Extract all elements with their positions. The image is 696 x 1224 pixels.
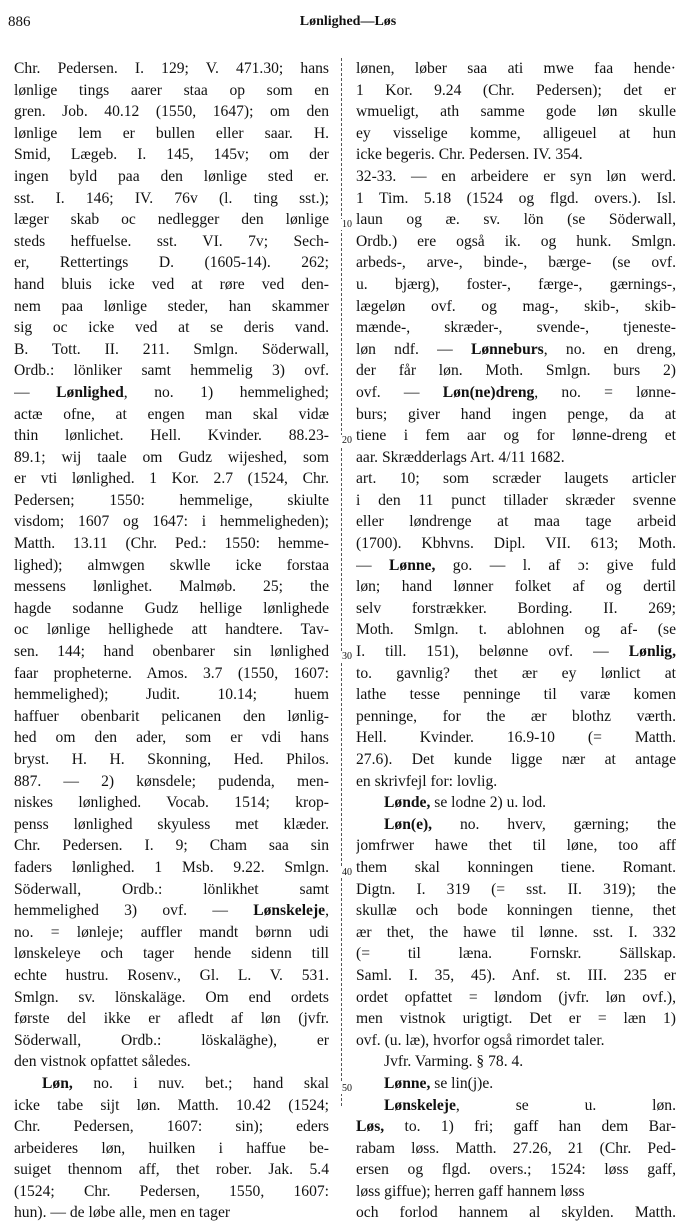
text-line: løn; hand lønner folket af og dertil	[356, 578, 676, 596]
text-line: steds heffuelse. sst. VI. 7v; Sech-	[14, 232, 329, 250]
text-line: nem paa lønlige steder, han skammer	[14, 297, 329, 315]
text-line: oc lønlige hellighede att handtere. Tav-	[14, 621, 329, 639]
text-line: 32-33. — en arbeidere er syn løn werd.	[356, 167, 676, 185]
text-line: rabam løss. Matth. 27.26, 21 (Chr. Ped-	[356, 1139, 676, 1157]
text-line: burs; giver hand ingen penge, da at	[356, 405, 676, 423]
text-line: Smlgn. sv. lönskaläge. Om end ordets	[14, 988, 329, 1006]
text-line: Chr. Pedersen, 1607: sin); eders	[14, 1118, 329, 1136]
text-line: visdom; 1607 og 1647: i hemmeligheden);	[14, 513, 329, 531]
text-line: gren. Job. 40.12 (1550, 1647); om den	[14, 103, 329, 121]
page-header	[0, 14, 696, 34]
text-line: art. 10; som scræder laugets articler	[356, 470, 676, 488]
text-line: — Lønlighed, no. 1) hemmelighed;	[14, 383, 329, 401]
text-line: Moth. Smlgn. t. ablohnen og af- (se	[356, 621, 676, 639]
text-line: hed om den ader, som er vdi hans	[14, 729, 329, 747]
text-line: men vistnok urigtigt. Det er = læn 1)	[356, 1010, 676, 1028]
text-line: ersen og flgd. overs.; 1524: løss gaff,	[356, 1161, 676, 1179]
line-number-20: 20	[334, 435, 352, 446]
text-line: Pedersen; 1550: hemmelige, skiulte	[14, 491, 329, 509]
text-line: niskes lønlighed. Vocab. 1514; krop-	[14, 794, 329, 812]
text-line: Jvfr. Varming. § 78. 4.	[384, 1053, 524, 1071]
text-line: och forlod hannem al skylden. Matth.	[356, 1204, 676, 1222]
text-line: lønlige lem er bullen eller saar. H.	[14, 124, 329, 142]
text-line: echte hustru. Rosenv., Gl. L. V. 531.	[14, 966, 329, 984]
text-line: Ordb.) ere også ik. og hunk. Smlgn.	[356, 232, 676, 250]
left-column	[14, 58, 329, 1224]
text-line: lathe tesse penninge til varæ komen	[356, 686, 676, 704]
running-head: Lønlighed—Løs	[299, 14, 397, 29]
text-line: Saml. I. 35, 45). Anf. st. III. 235 er	[356, 966, 676, 984]
text-line: løss giffue); herren gaff hannem løss	[356, 1182, 585, 1200]
text-line: ovf. (u. læ), hvorfor også rimordet taler.	[356, 1031, 605, 1049]
text-line: u. bjærg), foster-, færge-, gærnings-,	[356, 275, 676, 293]
text-line: penss lønlighed skyuless met klæder.	[14, 815, 329, 833]
text-line: Chr. Pedersen. I. 129; V. 471.30; hans	[14, 60, 329, 77]
text-line: er, Rettertings D. (1605-14). 262;	[14, 254, 329, 272]
text-line: Løs, to. 1) fri; gaff han dem Bar-	[356, 1118, 676, 1136]
text-line: hun). — de løbe alle, men en tager	[14, 1204, 231, 1222]
text-line: Söderwall, Ordb.: löskaläghe), er	[14, 1031, 329, 1049]
text-line: Söderwall, Ordb.: lönlikhet samt	[14, 880, 329, 898]
text-line: lighed); almwgen skwlle icke forstaa	[14, 556, 329, 574]
text-line: bryst. H. H. Skonning, Hed. Philos.	[14, 751, 329, 768]
text-line: to. gavnlig? thet ær ey lønlict at	[356, 664, 676, 682]
text-line: en skrivfejl for: lovlig.	[356, 772, 498, 790]
page-number: 886	[8, 14, 31, 30]
text-line: haffuer obenbarit pelicanen den lønlig-	[14, 707, 329, 725]
text-line: 89.1; wij taale om Gudz wijeshed, som	[14, 448, 329, 466]
text-line: — Lønne, go. — l. af ɔ: give fuld	[356, 556, 676, 574]
text-line: der får løn. Moth. Smlgn. burs 2)	[356, 362, 676, 380]
text-line: laun og æ. sv. lön (se Söderwall,	[356, 211, 676, 229]
text-line: Lønde, se lodne 2) u. lod.	[384, 794, 547, 812]
text-line: er vti lønlighed. 1 Kor. 2.7 (1524, Chr.	[14, 470, 329, 488]
text-line: faar propheterne. Amos. 3.7 (1550, 1607:	[14, 664, 329, 682]
text-line: 887. — 2) kønsdele; pudenda, men-	[14, 772, 329, 790]
text-line: aar. Skrædderlags Art. 4/11 1682.	[356, 448, 565, 466]
text-line: actæ ofne, at engen man skal vidæ	[14, 405, 329, 423]
line-number-50: 50	[334, 1083, 352, 1094]
line-number-30: 30	[334, 651, 352, 662]
text-line: penninge, for the ær blothz værth.	[356, 707, 676, 725]
text-line: (= til læna. Fornskr. Sällskap.	[356, 945, 676, 963]
text-line: faders lønlighed. 1 Msb. 9.22. Smlgn.	[14, 858, 329, 876]
text-line: B. Tott. II. 211. Smlgn. Söderwall,	[14, 340, 329, 358]
text-line: messens lønlighet. Malmøb. 25; the	[14, 578, 329, 596]
text-line: mænde-, skræder-, svende-, tjeneste-	[356, 319, 676, 337]
text-line: sst. I. 146; IV. 76v (l. ting sst.);	[14, 189, 329, 207]
text-line: Chr. Pedersen. I. 9; Cham saa sin	[14, 837, 329, 855]
text-line: skullæ och bode konningen tienne, thet	[356, 902, 676, 920]
text-line: i den 11 punct tillader skræder svenne	[356, 491, 676, 509]
text-line: lønen, løber saa ati mwe faa hende·	[356, 60, 676, 77]
text-line: hemmelighed); Judit. 10.14; huem	[14, 686, 329, 704]
text-line: Ordb.: lönliker samt hemmelig 3) ovf.	[14, 362, 329, 380]
text-line: (1524; Chr. Pedersen, 1550, 1607:	[14, 1182, 329, 1200]
text-line: eller løndrenge at maa tage arbeid	[356, 513, 676, 531]
text-line: tiene i fem aar og for lønne-dreng et	[356, 427, 676, 445]
text-line: læger skab oc nedlegger den lønlige	[14, 211, 329, 229]
line-number-10: 10	[334, 219, 352, 230]
text-line: ey visselige komme, alligeuel at hun	[356, 124, 676, 142]
text-line: suiget thennom aff, thet rober. Jak. 5.4	[14, 1161, 329, 1179]
text-line: Smid, Lægeb. I. 145, 145v; om der	[14, 146, 329, 164]
text-line: icke begeris. Chr. Pedersen. IV. 354.	[356, 146, 583, 164]
text-line: selv forstrækker. Bording. II. 269;	[356, 599, 676, 617]
text-line: thin lønlichet. Hell. Kvinder. 88.23-	[14, 427, 329, 445]
text-line: no. = lønleje; auffler mandt børnn udi	[14, 923, 329, 941]
text-line: arbeds-, arve-, binde-, bærge- (se ovf.	[356, 254, 676, 272]
text-line: 27.6). Det kunde ligge nær at antage	[356, 751, 676, 768]
text-line: Lønne, se lin(j)e.	[384, 1074, 494, 1092]
text-line: sen. 144; hand obenbarer sin lønlighed	[14, 643, 329, 661]
text-line: icke tabe sijt løn. Matth. 10.42 (1524;	[14, 1096, 329, 1114]
text-line: Hell. Kvinder. 16.9-10 (= Matth.	[356, 729, 676, 747]
text-line: lægeløn ovf. og mag-, skib-, skib-	[356, 297, 676, 315]
line-number-40: 40	[334, 867, 352, 878]
text-line: Løn(e), no. hverv, gærning; the	[384, 815, 676, 833]
text-line: den vistnok opfattet således.	[14, 1053, 191, 1071]
text-line: løn ndf. — Lønneburs, no. en dreng,	[356, 340, 676, 358]
text-line: lønskeleye och tager hende sidenn till	[14, 945, 329, 963]
text-line: wmueligt, ath samme gode løn skulle	[356, 103, 676, 121]
text-line: lønlige tings aarer staa op som en	[14, 81, 329, 99]
text-line: første del ikke er afledt af løn (jvfr.	[14, 1010, 329, 1028]
text-line: hand bluis icke ved at røre ved den-	[14, 275, 329, 293]
text-line: Løn, no. i nuv. bet.; hand skal	[42, 1074, 329, 1092]
text-line: ordet opfattet = løndom (jvfr. løn ovf.),	[356, 988, 676, 1006]
text-line: Matth. 13.11 (Chr. Ped.: 1550: hemme-	[14, 535, 329, 553]
text-line: arbeideres løn, huilken i haffue be-	[14, 1139, 329, 1157]
text-line: sig oc icke ved at se deris vand.	[14, 319, 329, 337]
right-column	[356, 58, 676, 1224]
text-line: I. till. 151), belønne ovf. — Lønlig,	[356, 643, 676, 661]
text-line: hagde sodanne Gudz hellige lønlighede	[14, 599, 329, 617]
column-divider	[341, 58, 342, 1106]
text-line: Digtn. I. 319 (= sst. II. 319); the	[356, 880, 676, 898]
text-line: 1 Kor. 9.24 (Chr. Pedersen); det er	[356, 81, 676, 99]
text-line: (1700). Kbhvns. Dipl. VII. 613; Moth.	[356, 535, 676, 553]
text-line: 1 Tim. 5.18 (1524 og flgd. overs.). Isl.	[356, 189, 676, 207]
text-line: ær thet, the hawe til lønne. sst. I. 332	[356, 923, 676, 941]
text-line: hemmelighed 3) ovf. — Lønskeleje,	[14, 902, 329, 920]
text-line: Lønskeleje, se u. løn.	[384, 1096, 676, 1114]
text-line: ingen byld paa den lønlige sted er.	[14, 167, 329, 185]
text-line: jomfrwer hawe thet til løne, too aff	[356, 837, 676, 855]
text-line: ovf. — Løn(ne)dreng, no. = lønne-	[356, 383, 676, 401]
text-line: them skal konningen tiene. Romant.	[356, 858, 676, 876]
